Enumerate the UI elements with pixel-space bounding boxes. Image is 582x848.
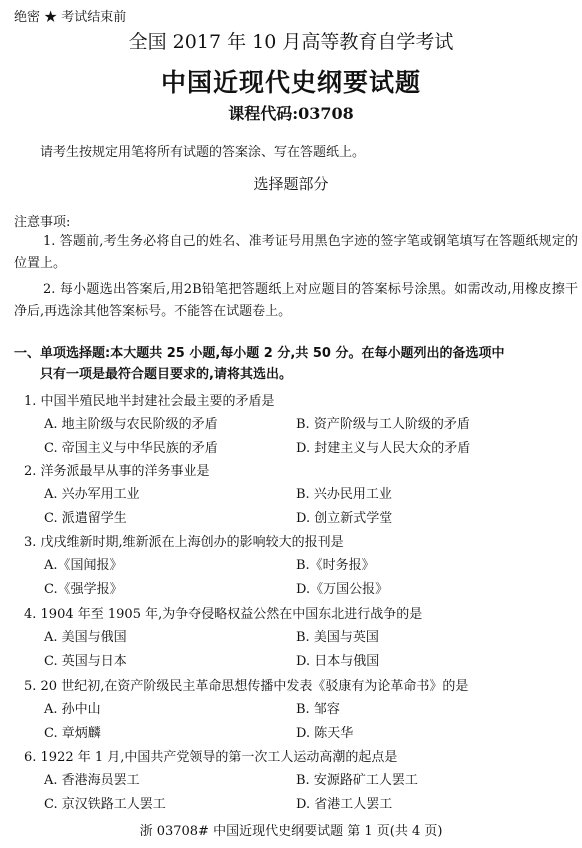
- question-1: [24, 391, 574, 461]
- note-item-2: 2. 每小题选出答案后,用2B铅笔把答题纸上对应题目的答案标号涂黑。如需改动,用橡皮擦干净后,再选涂其他答案标号。不能答在试题卷上。: [14, 282, 578, 319]
- option-row: [24, 769, 574, 793]
- option-row: [24, 626, 574, 650]
- notes-heading: 注意事项:: [14, 215, 71, 230]
- option-row: [24, 793, 574, 817]
- option-d: D.《万国公报》: [296, 582, 389, 597]
- option-d: D. 创立新式学堂: [296, 511, 393, 526]
- option-row: [24, 437, 574, 461]
- question-stem: 3. 戊戌维新时期,维新派在上海创办的影响较大的报刊是: [24, 535, 344, 550]
- section-title: 选择题部分: [253, 175, 329, 193]
- option-b: B. 资产阶级与工人阶级的矛盾: [296, 417, 470, 432]
- option-row: [24, 578, 574, 602]
- subject-title: 中国近现代史纲要试题: [160, 68, 421, 97]
- option-a: A. 兴办军用工业: [44, 487, 140, 502]
- question-2: [24, 461, 574, 531]
- option-row: [24, 413, 574, 437]
- option-a: A. 地主阶级与农民阶级的矛盾: [44, 417, 218, 432]
- option-c: C.《强学报》: [44, 582, 123, 597]
- option-b: B.《时务报》: [296, 558, 375, 573]
- option-a: A. 美国与俄国: [44, 630, 127, 645]
- question-4: [24, 604, 574, 674]
- option-c: C. 派遣留学生: [44, 511, 127, 526]
- question-5: [24, 676, 574, 746]
- option-d: D. 日本与俄国: [296, 654, 380, 669]
- option-d: D. 陈天华: [296, 726, 354, 741]
- option-a: A. 孙中山: [44, 702, 101, 717]
- option-row: [24, 483, 574, 507]
- part-one-header-line2: 只有一项是最符合题目要求的,请将其选出。: [40, 367, 292, 382]
- option-row: [24, 554, 574, 578]
- option-c: C. 帝国主义与中华民族的矛盾: [44, 441, 218, 456]
- option-d: D. 封建主义与人民大众的矛盾: [296, 441, 471, 456]
- confidential-label: 绝密 ★ 考试结束前: [14, 10, 127, 25]
- exam-title: 全国 2017 年 10 月高等教育自学考试: [128, 31, 454, 53]
- option-c: C. 章炳麟: [44, 726, 101, 741]
- page-footer: 浙 03708# 中国近现代史纲要试题 第 1 页(共 4 页): [139, 824, 443, 839]
- question-3: [24, 532, 574, 602]
- question-stem: 2. 洋务派最早从事的洋务事业是: [24, 464, 210, 479]
- option-b: B. 安源路矿工人罢工: [296, 773, 418, 788]
- option-row: [24, 722, 574, 746]
- note-item-1: 1. 答题前,考生务必将自己的姓名、准考证号用黑色字迹的签字笔或钢笔填写在答题纸规定的位置上。: [14, 234, 578, 271]
- option-a: A. 香港海员罢工: [44, 773, 140, 788]
- question-stem: 4. 1904 年至 1905 年,为争夺侵略权益公然在中国东北进行战争的是: [24, 607, 423, 622]
- question-stem: 6. 1922 年 1 月,中国共产党领导的第一次工人运动高潮的起点是: [24, 750, 398, 765]
- instruction-text: 请考生按规定用笔将所有试题的答案涂、写在答题纸上。: [40, 145, 366, 160]
- question-stem: 1. 中国半殖民地半封建社会最主要的矛盾是: [24, 394, 275, 409]
- option-b: B. 美国与英国: [296, 630, 379, 645]
- option-row: [24, 507, 574, 531]
- part-one-header: [14, 343, 574, 385]
- option-a: A.《国闻报》: [44, 558, 123, 573]
- part-one-header-line1: 一、单项选择题:本大题共 25 小题,每小题 2 分,共 50 分。在每小题列出的备选项中: [14, 346, 505, 361]
- question-6: [24, 747, 574, 817]
- option-row: [24, 650, 574, 674]
- option-row: [24, 698, 574, 722]
- option-d: D. 省港工人罢工: [296, 797, 393, 812]
- option-b: B. 邹容: [296, 702, 340, 717]
- option-b: B. 兴办民用工业: [296, 487, 392, 502]
- course-code: 课程代码:03708: [228, 104, 354, 123]
- question-stem: 5. 20 世纪初,在资产阶级民主革命思想传播中发表《驳康有为论革命书》的是: [24, 679, 469, 694]
- option-c: C. 京汉铁路工人罢工: [44, 797, 166, 812]
- option-c: C. 英国与日本: [44, 654, 127, 669]
